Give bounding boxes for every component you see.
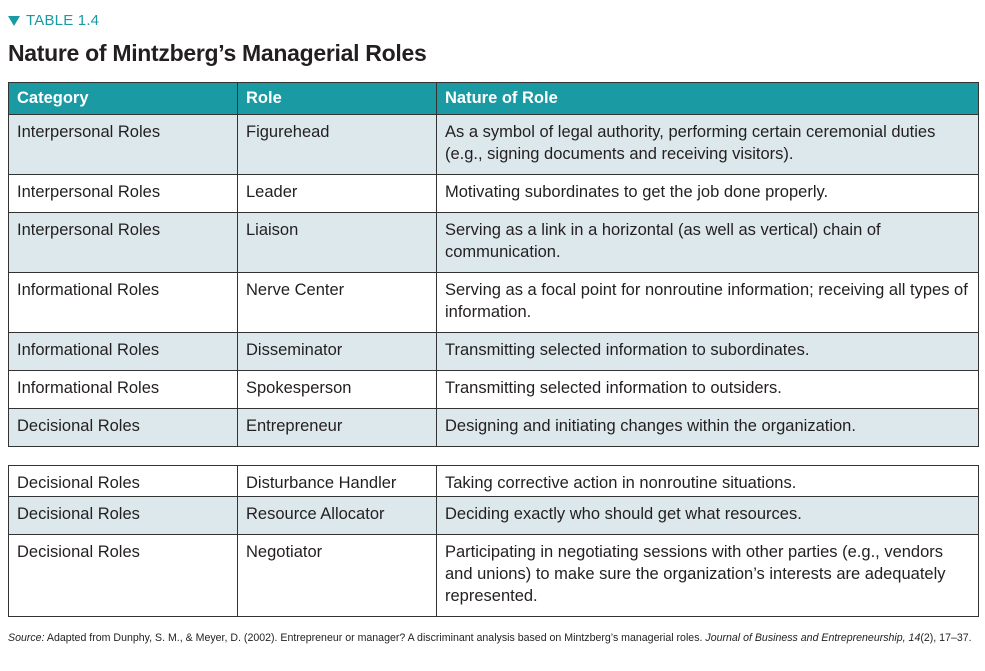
cell-role: Leader (238, 175, 437, 213)
cell-nature: Serving as a link in a horizontal (as well as vertical) chain of communication. (437, 213, 979, 273)
cell-role: Negotiator (238, 535, 437, 617)
cell-nature: Transmitting selected information to outsiders. (437, 371, 979, 409)
cell-category: Informational Roles (9, 371, 238, 409)
source-text: Adapted from Dunphy, S. M., & Meyer, D. (2002). Entrepreneur or manager? A discriminant analysis based on Mintzberg’s managerial roles. (44, 632, 706, 644)
column-header-nature: Nature of Role (437, 83, 979, 115)
cell-nature: Deciding exactly who should get what resources. (437, 497, 979, 535)
cell-category: Decisional Roles (9, 466, 238, 497)
table-row (9, 115, 979, 175)
table-number-label (8, 12, 99, 29)
cell-category: Informational Roles (9, 273, 238, 333)
cell-role: Figurehead (238, 115, 437, 175)
source-issue-pages: (2), 17–37. (920, 632, 972, 644)
cell-category: Decisional Roles (9, 535, 238, 617)
cell-nature: Designing and initiating changes within the organization. (437, 409, 979, 447)
table-number: TABLE 1.4 (26, 12, 100, 29)
triangle-down-icon (8, 16, 20, 26)
column-header-category: Category (9, 83, 238, 115)
cell-nature: Taking corrective action in nonroutine situations. (437, 466, 979, 497)
table-row (9, 333, 979, 371)
source-journal: Journal of Business and Entrepreneurship, 14 (705, 632, 921, 644)
cell-role: Resource Allocator (238, 497, 437, 535)
cell-nature: Transmitting selected information to subordinates. (437, 333, 979, 371)
cell-nature: As a symbol of legal authority, performing certain ceremonial duties (e.g., signing documents and receiving visitors). (437, 115, 979, 175)
roles-table-part1 (8, 82, 979, 447)
cell-category: Decisional Roles (9, 409, 238, 447)
source-note (8, 630, 983, 646)
cell-role: Disturbance Handler (238, 466, 437, 497)
cell-role: Spokesperson (238, 371, 437, 409)
table-row (9, 213, 979, 273)
cell-category: Decisional Roles (9, 497, 238, 535)
source-label: Source: (8, 632, 45, 644)
cell-role: Entrepreneur (238, 409, 437, 447)
table-row (9, 409, 979, 447)
table-row (9, 273, 979, 333)
cell-category: Interpersonal Roles (9, 175, 238, 213)
cell-nature: Participating in negotiating sessions with other parties (e.g., vendors and unions) to make sure the organization’s interests are adequately represented. (437, 535, 979, 617)
table-row (9, 497, 979, 535)
table-row (9, 175, 979, 213)
cell-nature: Motivating subordinates to get the job done properly. (437, 175, 979, 213)
cell-role: Nerve Center (238, 273, 437, 333)
cell-role: Disseminator (238, 333, 437, 371)
table-row (9, 466, 979, 497)
cell-nature: Serving as a focal point for nonroutine information; receiving all types of information. (437, 273, 979, 333)
cell-category: Interpersonal Roles (9, 213, 238, 273)
roles-table-part2 (8, 465, 979, 617)
header-row (9, 83, 979, 115)
cell-role: Liaison (238, 213, 437, 273)
table-row (9, 371, 979, 409)
cell-category: Interpersonal Roles (9, 115, 238, 175)
cell-category: Informational Roles (9, 333, 238, 371)
table-row (9, 535, 979, 617)
column-header-role: Role (238, 83, 437, 115)
table-title: Nature of Mintzberg’s Managerial Roles (8, 40, 427, 66)
